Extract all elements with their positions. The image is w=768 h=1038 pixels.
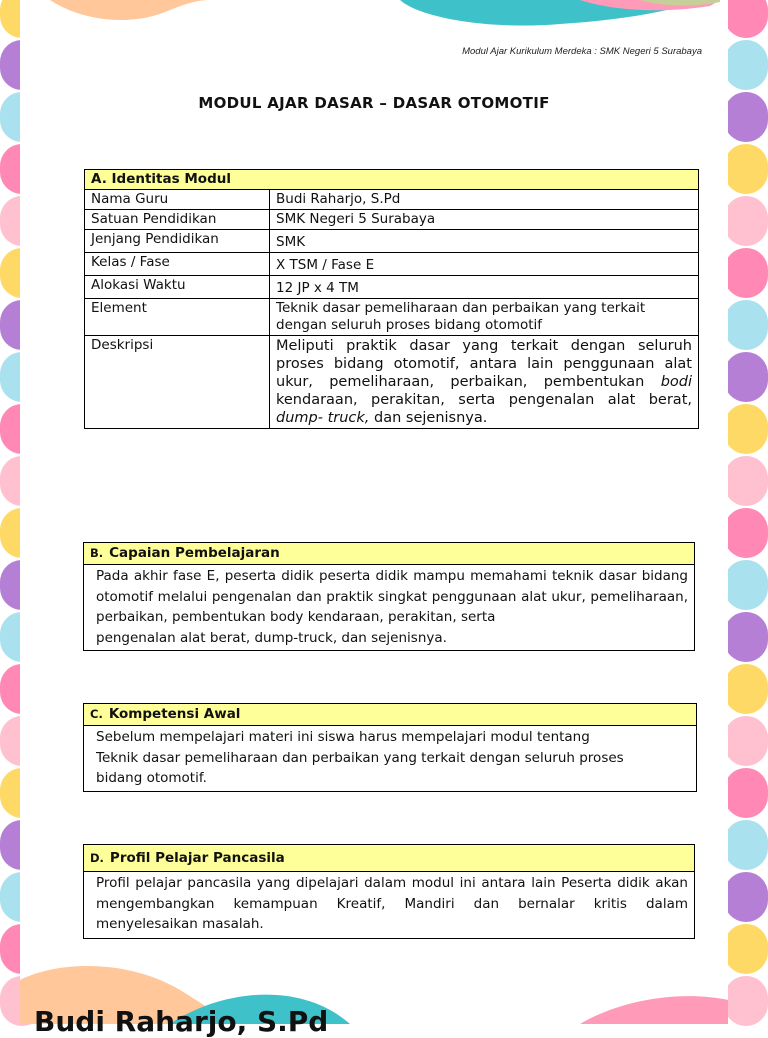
capaian-body-last: pengenalan alat berat, dump-truck, dan sejenisnya.	[96, 629, 447, 646]
section-heading-text: Capaian Pembelajaran	[109, 545, 280, 561]
row-label: Kelas / Fase	[85, 253, 270, 276]
capaian-body-main: Pada akhir fase E, peserta didik peserta didik mampu memahami teknik dasar bidang otomotif melalui pengenalan dan praktik singkat penggunaan alat ukur, pemeliharaan, perbaikan, pembentukan body kendaraan, perakitan, serta	[96, 568, 688, 625]
table-row	[85, 230, 699, 253]
document-page	[20, 0, 728, 1038]
kompetensi-heading	[84, 704, 696, 726]
kompetensi-line-3: bidang otomotif.	[96, 770, 207, 786]
header-note: Modul Ajar Kurikulum Merdeka : SMK Negeri 5 Surabaya	[462, 46, 702, 57]
kompetensi-line-1: Sebelum mempelajari materi ini siswa harus mempelajari modul tentang	[96, 729, 590, 745]
border-dot	[724, 0, 768, 38]
border-dot	[724, 872, 768, 922]
row-value: 12 JP x 4 TM	[270, 276, 699, 299]
page-title: MODUL AJAR DASAR – DASAR OTOMOTIF	[198, 94, 550, 112]
section-heading-text: Kompetensi Awal	[108, 706, 241, 722]
profil-section	[83, 844, 695, 939]
table-row	[85, 210, 699, 230]
footer-author-name: Budi Raharjo, S.Pd	[34, 1005, 329, 1038]
border-dot	[724, 456, 768, 506]
table-row	[85, 190, 699, 210]
border-dot	[724, 612, 768, 662]
top-decoration	[20, 0, 728, 40]
deskripsi-text-c: dan sejenisnya.	[374, 410, 488, 426]
border-dot	[724, 144, 768, 194]
element-line-2: dengan seluruh proses bidang otomotif	[276, 317, 543, 333]
identitas-heading: A. Identitas Modul	[85, 170, 699, 190]
row-value	[270, 299, 699, 336]
kompetensi-body	[84, 726, 696, 791]
border-dot	[724, 820, 768, 870]
kompetensi-section	[83, 703, 697, 792]
border-dot	[724, 248, 768, 298]
section-letter: D.	[90, 851, 104, 865]
deskripsi-italic-dump: dump-	[276, 410, 323, 426]
border-dot	[724, 976, 768, 1026]
deskripsi-italic-truck: truck,	[327, 410, 370, 426]
table-row	[85, 336, 699, 429]
table-row	[85, 299, 699, 336]
row-label: Element	[85, 299, 270, 336]
row-value: X TSM / Fase E	[270, 253, 699, 276]
border-dot	[724, 924, 768, 974]
deskripsi-text-b: kendaraan, perakitan, serta pengenalan alat berat,	[276, 392, 692, 408]
table-row	[85, 276, 699, 299]
row-label: Alokasi Waktu	[85, 276, 270, 299]
border-dot	[724, 768, 768, 818]
border-dot	[724, 196, 768, 246]
border-dot	[724, 560, 768, 610]
capaian-section	[83, 542, 695, 651]
capaian-body	[84, 565, 694, 650]
row-label: Nama Guru	[85, 190, 270, 210]
table-row	[85, 253, 699, 276]
row-label: Jenjang Pendidikan	[85, 230, 270, 253]
row-value	[270, 336, 699, 429]
profil-body: Profil pelajar pancasila yang dipelajari dalam modul ini antara lain Peserta didik akan mengembangkan kemampuan Kreatif, Mandiri dan bernalar kritis dalam menyelesaikan masalah.	[96, 875, 688, 932]
border-dot	[724, 352, 768, 402]
row-value: Budi Raharjo, S.Pd	[270, 190, 699, 210]
border-dot	[724, 40, 768, 90]
row-value: SMK	[270, 230, 699, 253]
section-letter: B.	[90, 546, 104, 560]
row-value: SMK Negeri 5 Surabaya	[270, 210, 699, 230]
kompetensi-line-2: Teknik dasar pemeliharaan dan perbaikan yang terkait dengan seluruh proses	[96, 749, 624, 766]
border-dot	[724, 716, 768, 766]
border-dot	[724, 664, 768, 714]
identitas-heading-row	[85, 170, 699, 190]
section-letter: C.	[90, 707, 103, 721]
row-label: Deskripsi	[85, 336, 270, 429]
border-dot	[724, 508, 768, 558]
element-line-1: Teknik dasar pemeliharaan dan perbaikan yang terkait	[276, 300, 646, 316]
border-dot	[724, 404, 768, 454]
profil-heading	[84, 845, 694, 872]
border-dot	[724, 300, 768, 350]
deskripsi-italic-bodi: bodi	[660, 374, 692, 390]
identitas-modul-table	[84, 169, 699, 429]
row-label: Satuan Pendidikan	[85, 210, 270, 230]
section-heading-text: Profil Pelajar Pancasila	[109, 850, 285, 866]
capaian-heading	[84, 543, 694, 565]
right-dot-border	[724, 0, 768, 1024]
deskripsi-text-a: Meliputi praktik dasar yang terkait dengan seluruh proses bidang otomotif, antara lain penggunaan alat ukur, pemeliharaan, perbaikan, pembentukan	[276, 338, 692, 390]
border-dot	[724, 92, 768, 142]
